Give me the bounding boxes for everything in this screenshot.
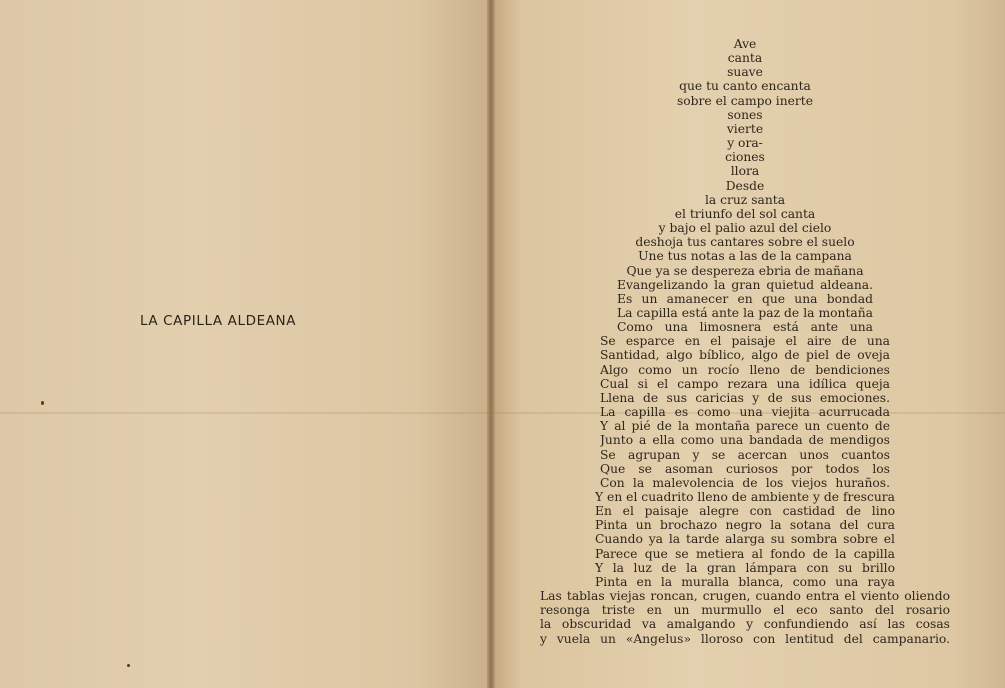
poem-line: y ora-: [727, 136, 763, 151]
poem-line: Es un amanecer en que una bondad: [617, 291, 873, 306]
poem-line: Se agrupan y se acercan unos cuantos: [600, 447, 890, 462]
book-gutter: [487, 0, 495, 688]
poem-line: que tu canto encanta: [679, 79, 811, 94]
poem-line: Se esparce en el paisaje el aire de una: [600, 334, 890, 349]
poem-line: Y al pié de la montaña parece un cuento de: [600, 419, 890, 434]
poem-line: Cual si el campo rezara una idílica queja: [600, 376, 890, 391]
poem-line: Que ya se despereza ebria de mañana: [626, 263, 864, 278]
poem-line: Llena de sus caricias y de sus emociones.: [600, 390, 890, 405]
poem-line: deshoja tus cantares sobre el suelo: [635, 235, 855, 250]
poem-line: Cuando ya la tarde alarga su sombra sobre el: [595, 532, 895, 547]
poem-line: Pinta en la muralla blanca, como una raya: [595, 574, 895, 589]
poem-line: Las tablas viejas roncan, crugen, cuando entra el viento oliendo: [540, 589, 950, 604]
left-page: [0, 0, 490, 688]
poem-line: el triunfo del sol canta: [674, 206, 816, 221]
poem-line: ciones: [725, 150, 765, 165]
poem-line: Parece que se metiera al fondo de la capilla: [595, 546, 895, 561]
ink-spot: [41, 401, 44, 405]
poem-line: Algo como un rocío lleno de bendiciones: [600, 362, 890, 377]
poem-line: llora: [730, 164, 760, 179]
poem-line: Como una limosnera está ante una: [617, 320, 873, 335]
poem-line: sobre el campo inerte: [676, 93, 814, 108]
poem-line: suave: [727, 65, 763, 80]
poem-line: La capilla es como una viejita acurrucada: [600, 405, 890, 420]
poem-line: sones: [727, 107, 763, 122]
poem-line: la cruz santa: [704, 192, 786, 207]
poem-line: Ave: [733, 37, 757, 51]
poem-line: Pinta un brochazo negro la sotana del cura: [595, 518, 895, 533]
poem-line: Une tus notas a las de la campana: [638, 249, 852, 264]
poem-line: Junto a ella como una bandada de mendigos: [600, 433, 890, 448]
poem-line: Que se asoman curiosos por todos los: [600, 461, 890, 476]
poem-line: resonga triste en un murmullo el eco santo del rosario: [540, 603, 950, 618]
poem-line: canta: [727, 51, 763, 66]
poem-text: [510, 37, 980, 646]
poem-line: Santidad, algo bíblico, algo de piel de oveja: [600, 348, 890, 363]
poem-line: La capilla está ante la paz de la montaña: [617, 305, 873, 320]
poem-line: y bajo el palio azul del cielo: [658, 221, 832, 236]
poem-line: la obscuridad va amalgando y confundiendo así las cosas: [540, 617, 950, 632]
poem-line: En el paisaje alegre con castidad de lino: [595, 504, 895, 519]
poem-line: Y la luz de la gran lámpara con su brillo: [595, 560, 895, 575]
page-title: LA CAPILLA ALDEANA: [140, 313, 297, 329]
poem-line: vierte: [726, 121, 764, 136]
poem-line: Con la malevolencia de los viejos huraños.: [600, 475, 890, 490]
poem-line: y vuela un «Angelus» lloroso con lentitud del campanario.: [540, 631, 950, 646]
poem-line: Evangelizando la gran quietud aldeana.: [617, 277, 873, 292]
poem-line: Y en el cuadrito lleno de ambiente y de frescura: [595, 490, 895, 504]
poem-line: Desde: [725, 178, 765, 193]
ink-spot: [127, 664, 130, 667]
